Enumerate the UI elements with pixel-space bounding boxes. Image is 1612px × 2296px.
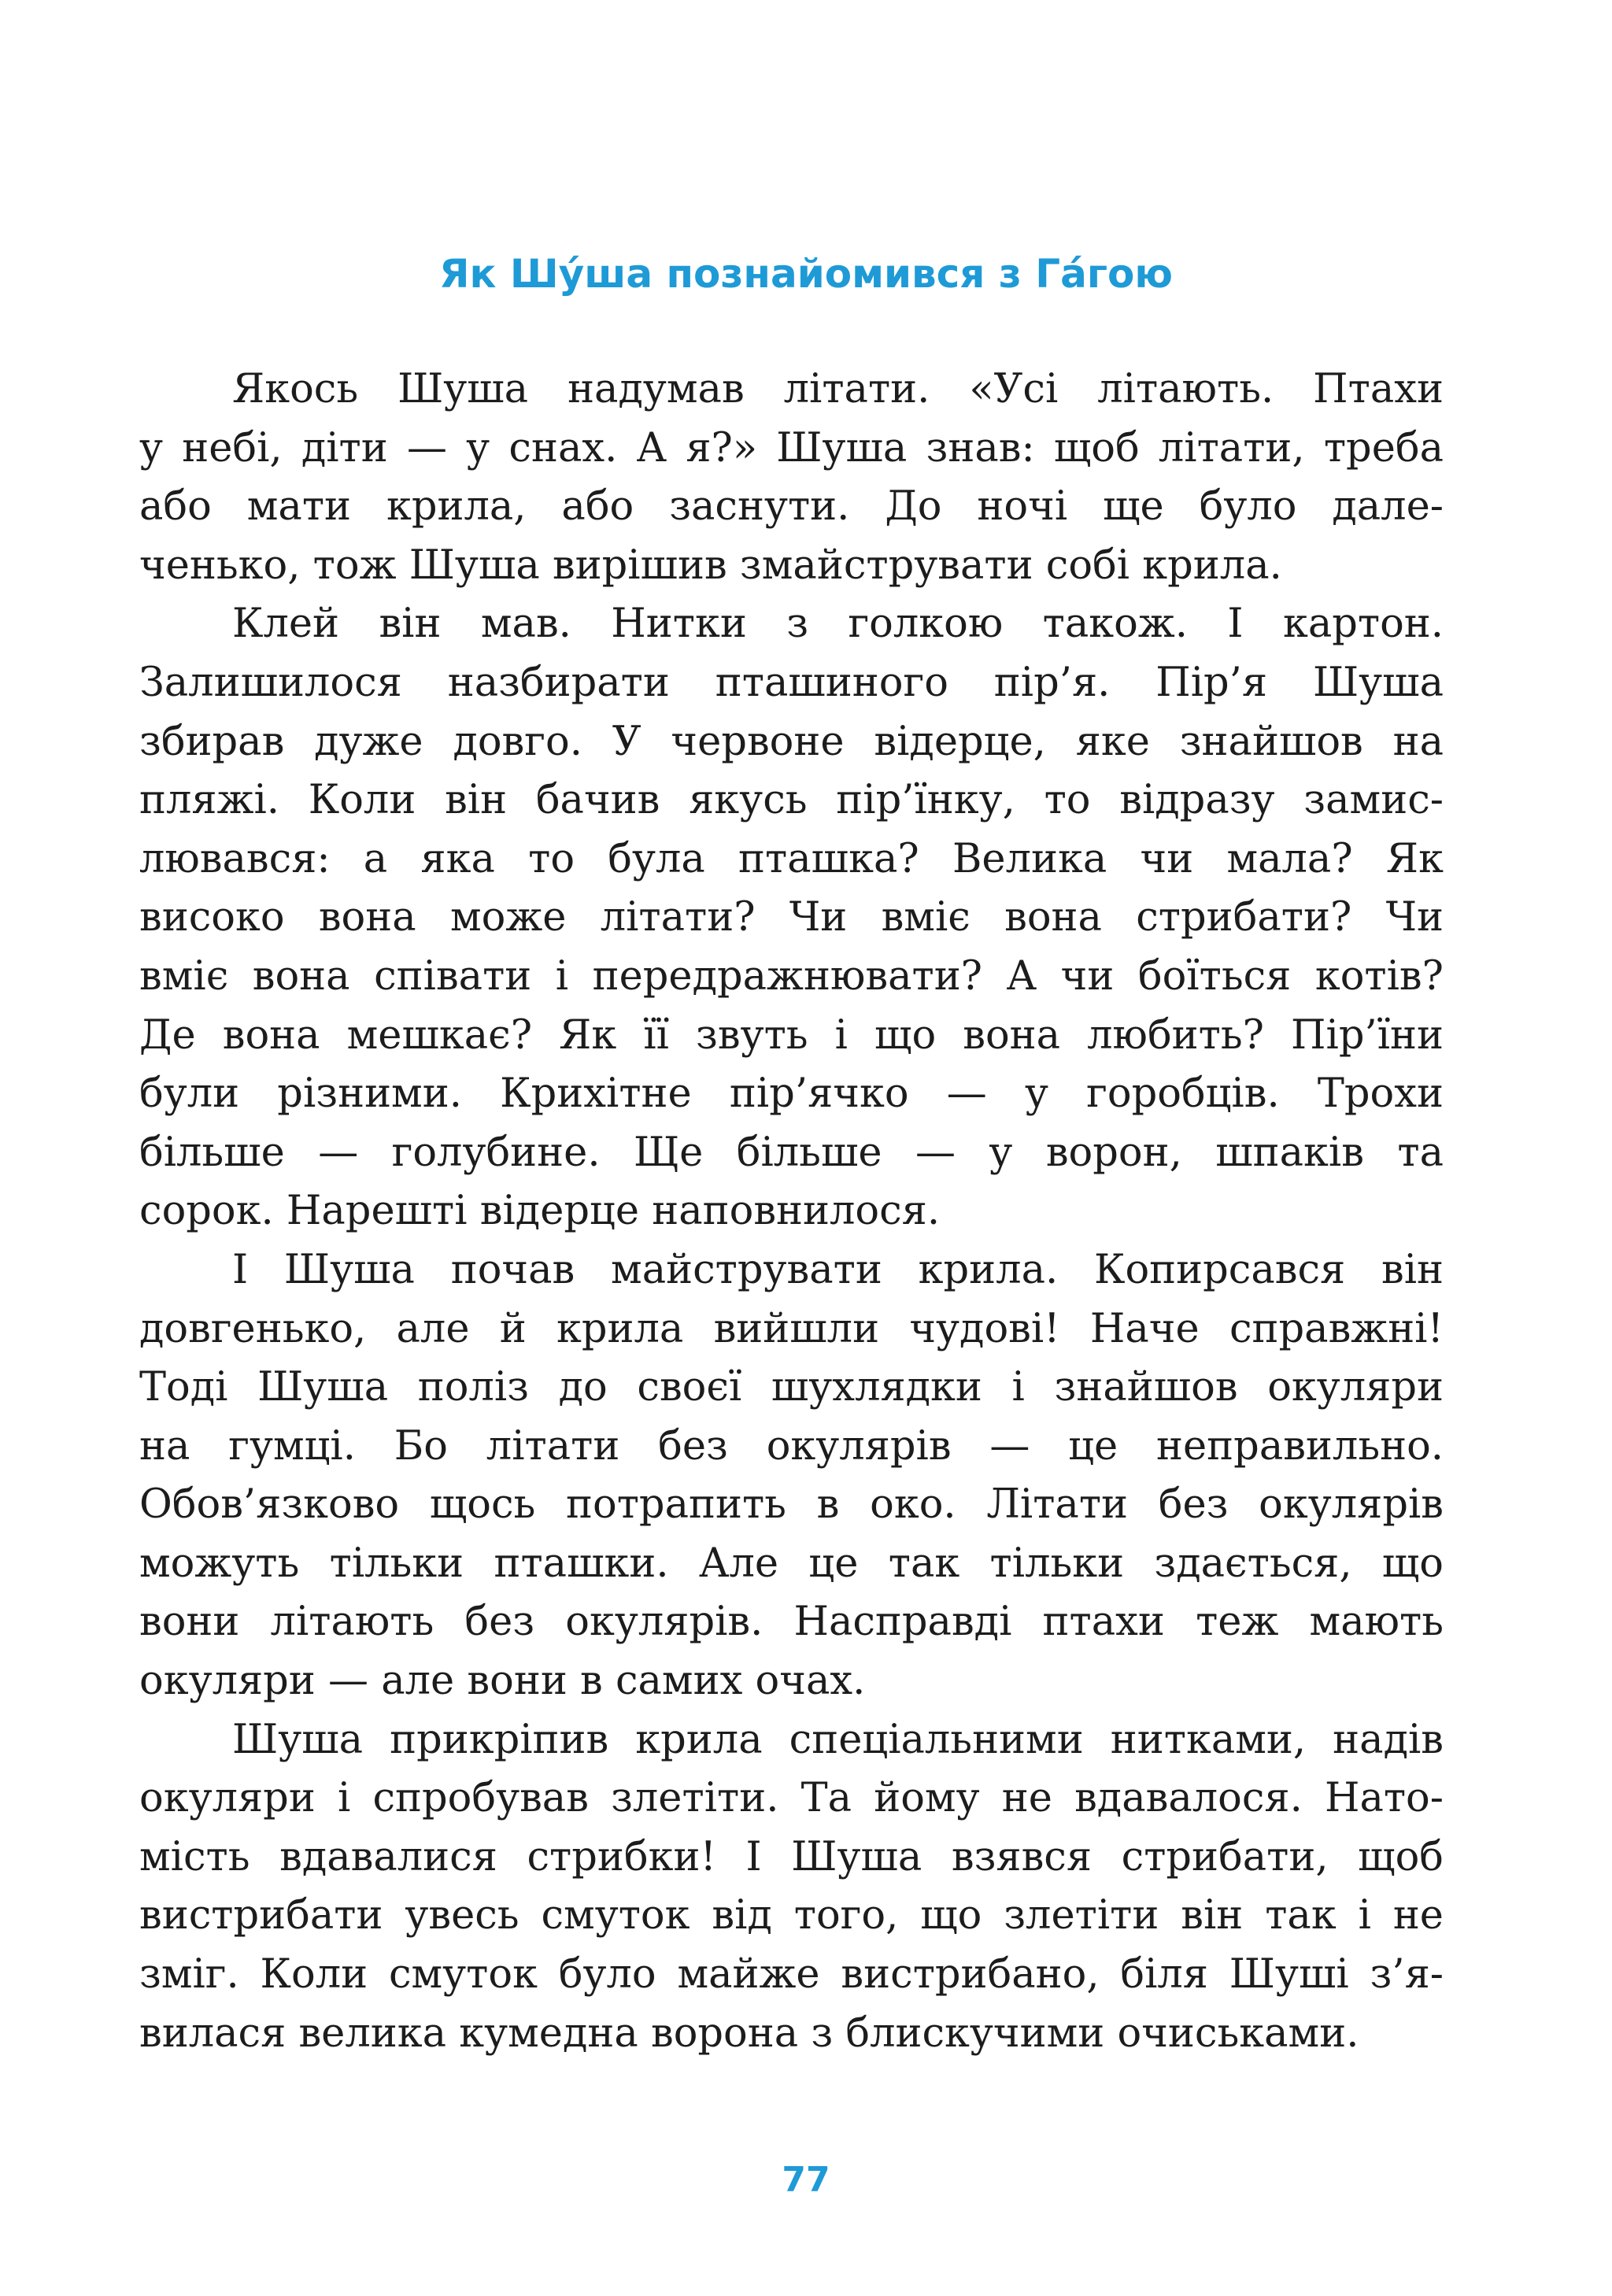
chapter-title: Як Шу́ша познайомився з Га́гою bbox=[439, 251, 1173, 297]
text-line: Якось Шуша надумав літати. «Усі літають. Птахи bbox=[232, 366, 1444, 412]
page-number: 77 bbox=[782, 2160, 830, 2200]
text-line: зміг. Коли смуток було майже вистрибано, біля Шуші з’я- bbox=[139, 1951, 1444, 1998]
text-line: більше — голубине. Ще більше — у ворон, шпаків та bbox=[139, 1129, 1444, 1176]
text-line: мість вдавалися стрибки! І Шуша взявся стрибати, щоб bbox=[139, 1833, 1444, 1880]
text-line: Обов’язково щось потрапить в око. Літати без окулярів bbox=[139, 1481, 1444, 1529]
text-line: на гумці. Бо літати без окулярів — це неправильно. bbox=[139, 1422, 1444, 1470]
text-line: І Шуша почав майструвати крила. Копирсався він bbox=[232, 1246, 1444, 1293]
text-line: Шуша прикріпив крила спеціальними нитками, надів bbox=[232, 1716, 1444, 1763]
text-line: Клей він мав. Нитки з голкою також. І картон. bbox=[232, 601, 1444, 648]
text-line: вилася велика кумедна ворона з блискучими очиськами. bbox=[139, 2009, 1359, 2057]
text-line: високо вона може літати? Чи вміє вона стрибати? Чи bbox=[139, 894, 1444, 941]
text-line: вони літають без окулярів. Насправді птахи теж мають bbox=[139, 1599, 1444, 1646]
text-line: довгенько, але й крила вийшли чудові! Наче справжні! bbox=[139, 1305, 1444, 1352]
text-line: Тоді Шуша поліз до своєї шухлядки і знайшов окуляри bbox=[139, 1364, 1444, 1411]
paragraph bbox=[139, 1241, 1444, 1711]
text-line: були різними. Крихітне пір’ячко — у горобців. Трохи bbox=[139, 1070, 1444, 1118]
text-line: окуляри і спробував злетіти. Та йому не вдавалося. Нато- bbox=[139, 1775, 1444, 1822]
text-line: можуть тільки пташки. Але це так тільки здається, що bbox=[139, 1540, 1444, 1587]
text-line: Де вона мешкає? Як її звуть і що вона любить? Пір’їни bbox=[139, 1011, 1444, 1059]
paragraph bbox=[139, 595, 1444, 1241]
text-line: ченько, тож Шуша вирішив змайструвати собі крила. bbox=[139, 542, 1282, 589]
paragraph bbox=[139, 360, 1444, 595]
text-line: пляжі. Коли він бачив якусь пір’їнку, то відразу замис- bbox=[139, 777, 1444, 824]
text-line: у небі, діти — у снах. А я?» Шуша знав: щоб літати, треба bbox=[139, 424, 1444, 471]
text-line: збирав дуже довго. У червоне відерце, яке знайшов на bbox=[139, 718, 1444, 765]
text-line: лювався: а яка то була пташка? Велика чи мала? Як bbox=[139, 835, 1444, 882]
text-line: окуляри — але вони в самих очах. bbox=[139, 1658, 866, 1705]
paragraph bbox=[139, 1711, 1444, 2064]
text-line: Залишилося назбирати пташиного пір’я. Пір’я Шуша bbox=[139, 659, 1444, 706]
story-text bbox=[139, 360, 1444, 2063]
text-line: вміє вона співати і передражнювати? А чи боїться котів? bbox=[139, 952, 1444, 1000]
text-line: вистрибати увесь смуток від того, що злетіти він так і не bbox=[139, 1892, 1444, 1939]
text-line: або мати крила, або заснути. До ночі ще було дале- bbox=[139, 483, 1444, 531]
text-line: сорок. Нарешті відерце наповнилося. bbox=[139, 1188, 941, 1235]
